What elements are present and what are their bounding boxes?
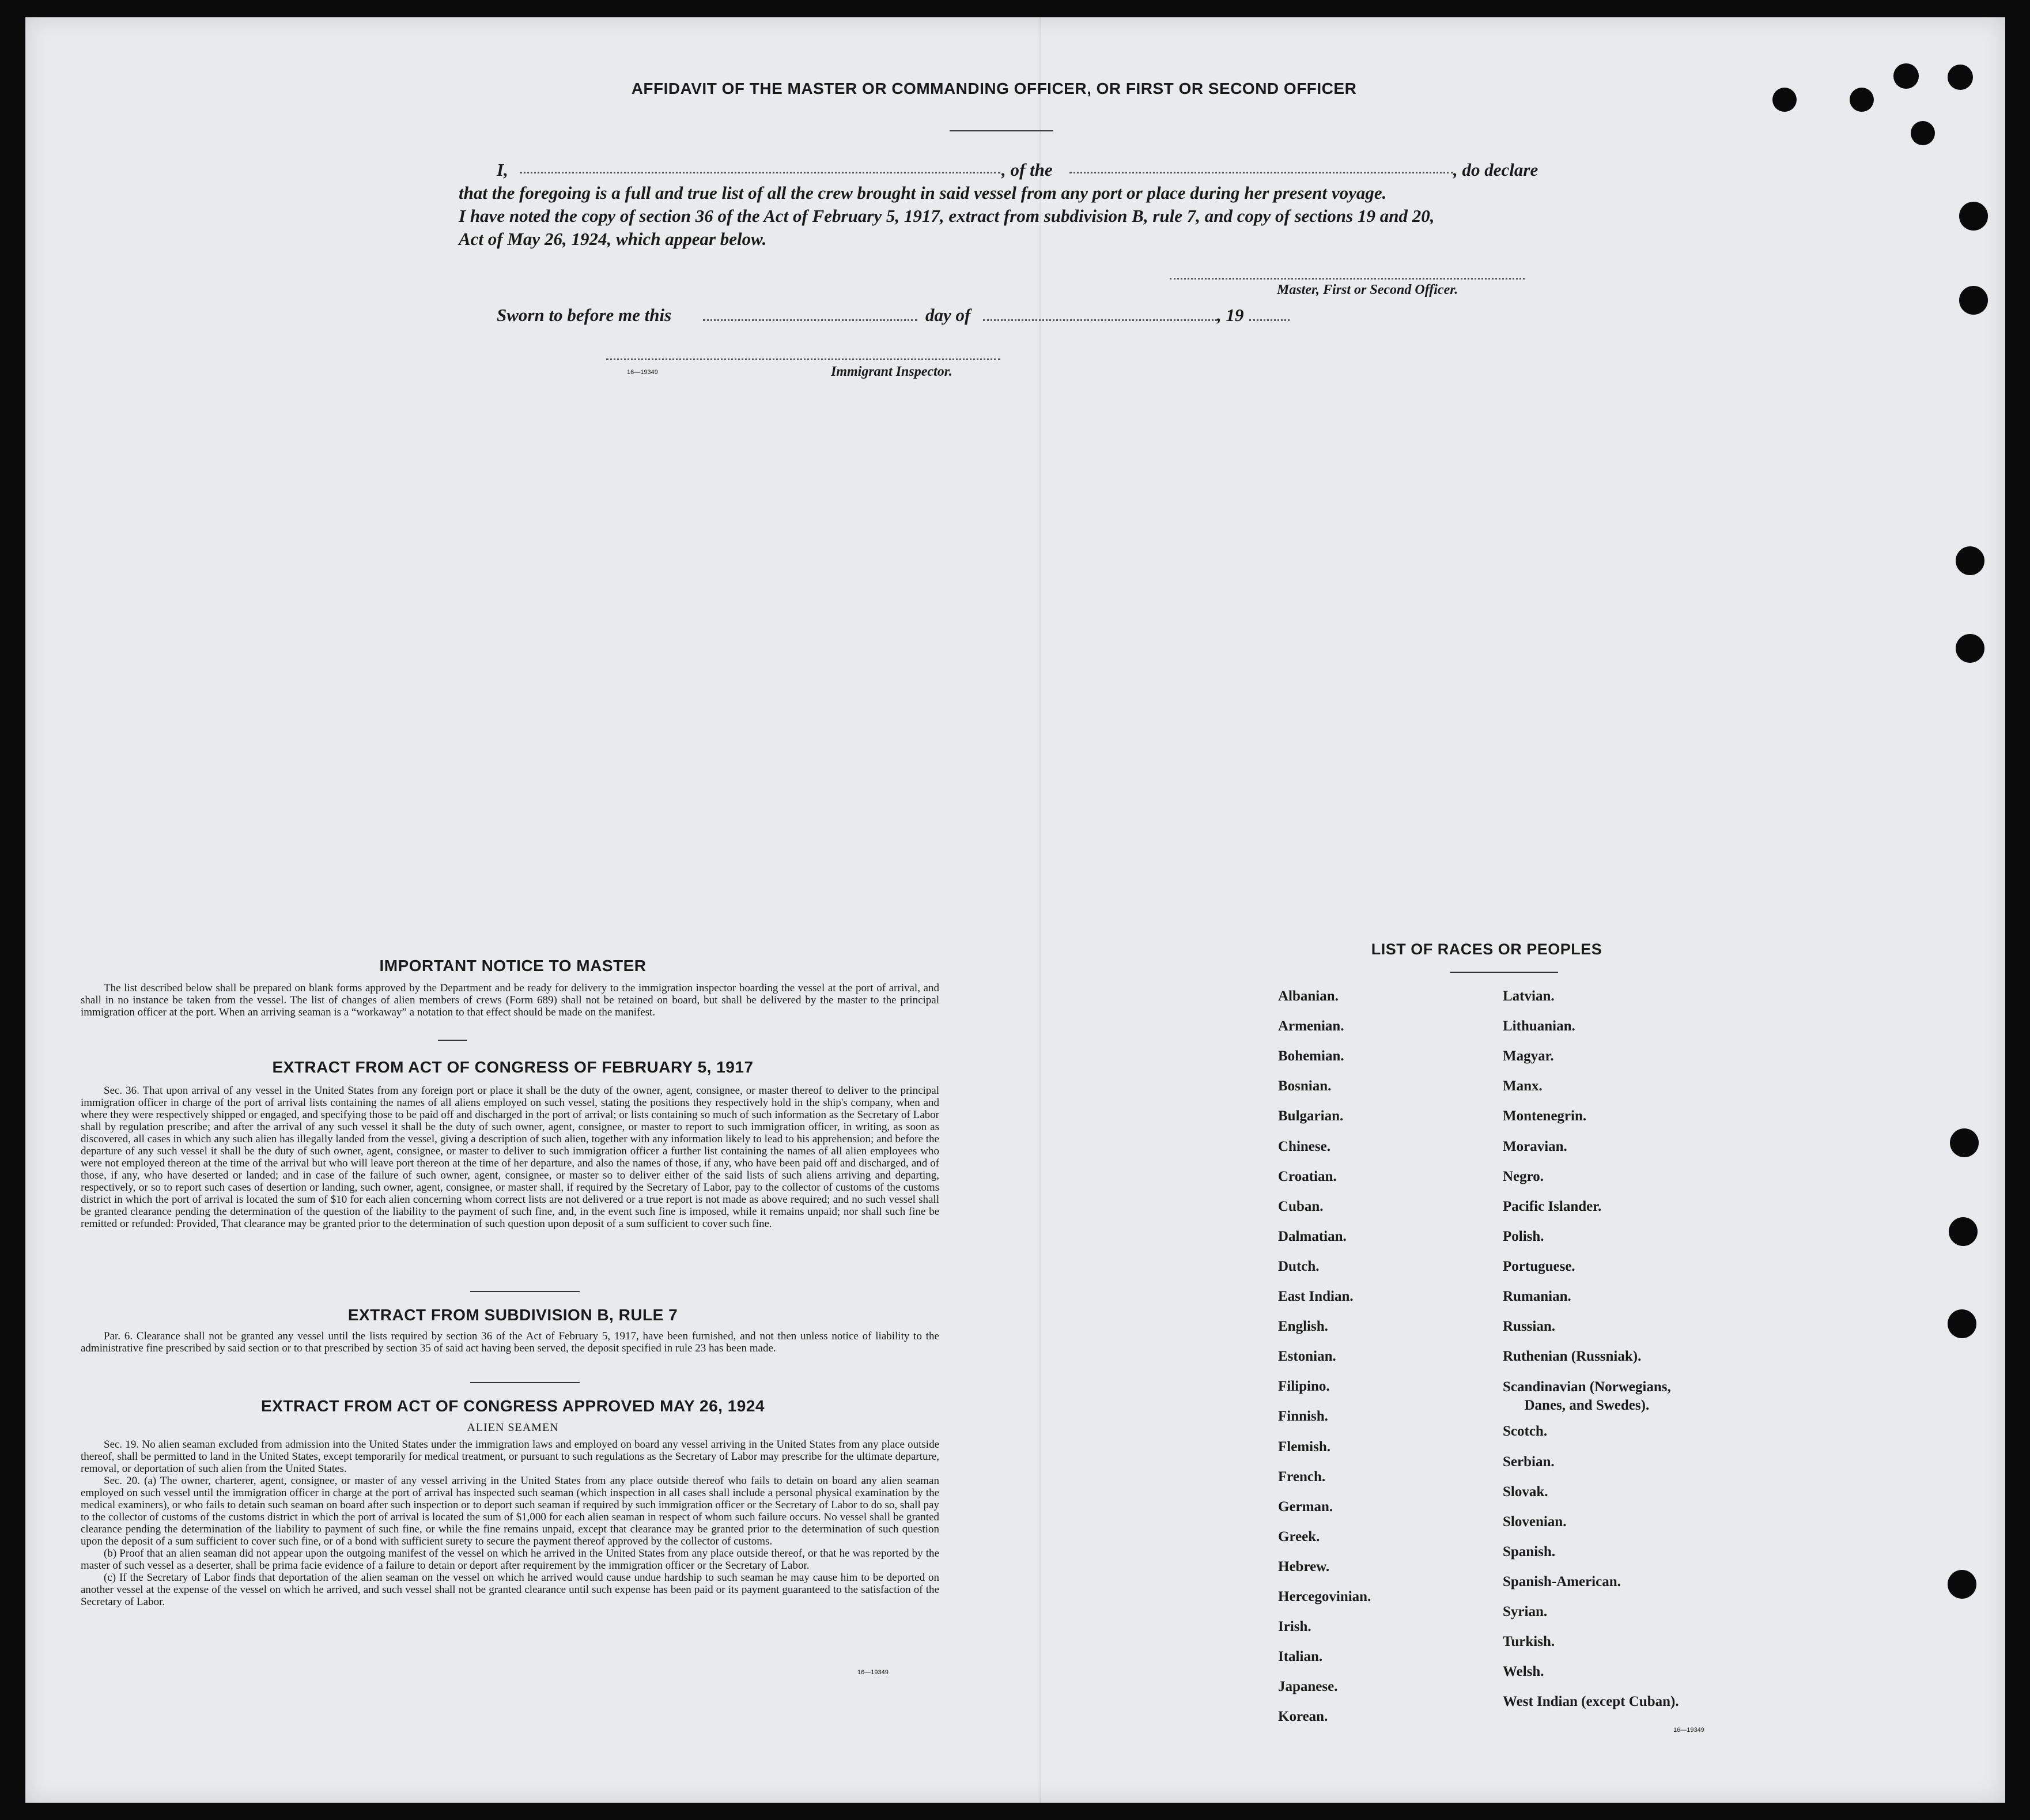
race-item: Spanish. xyxy=(1503,1543,1556,1560)
notice-title: IMPORTANT NOTICE TO MASTER xyxy=(379,957,647,975)
alien-seamen-subtitle: ALIEN SEAMEN xyxy=(467,1421,559,1434)
race-item: Slovak. xyxy=(1503,1483,1548,1500)
extract-1924-text xyxy=(81,1438,939,1608)
punch-hole xyxy=(1948,1309,1976,1338)
race-item: Manx. xyxy=(1503,1078,1543,1094)
race-item: Irish. xyxy=(1278,1619,1311,1635)
day-of-label: day of xyxy=(925,305,971,325)
affidavit-title: AFFIDAVIT OF THE MASTER OR COMMANDING OFFICER, OR FIRST OR SECOND OFFICER xyxy=(631,80,1357,97)
race-item: English. xyxy=(1278,1319,1328,1335)
race-item: Armenian. xyxy=(1278,1018,1344,1034)
race-item: Dalmatian. xyxy=(1278,1228,1347,1244)
punch-hole xyxy=(1959,202,1988,231)
race-item: Polish. xyxy=(1503,1228,1544,1244)
race-item: Lithuanian. xyxy=(1503,1018,1575,1034)
extract-1924-title: EXTRACT FROM ACT OF CONGRESS APPROVED MAY 26, 1924 xyxy=(261,1397,765,1415)
race-item: West Indian (except Cuban). xyxy=(1503,1694,1679,1710)
affidavit-line-2: that the foregoing is a full and true list of all the crew brought in said vessel from any port or place during her present voyage. xyxy=(459,183,1387,203)
race-item: Rumanian. xyxy=(1503,1289,1571,1304)
race-item: Croatian. xyxy=(1278,1168,1337,1184)
race-item: Bohemian. xyxy=(1278,1048,1344,1064)
race-item: Scandinavian (Norwegians, Danes, and Swedes). xyxy=(1503,1379,1671,1414)
punch-hole xyxy=(1959,286,1988,315)
punch-hole xyxy=(1850,88,1874,112)
notice-paragraph: The list described below shall be prepared on blank forms approved by the Department and be ready for delivery to the immigration inspector boarding the vessel at the port of arrival, and shall in no instance be taken from the vessel. The list of changes of alien members of crews (Form 689) shall not be retained on board, but shall be delivered by the master to the principal immigration officer at the port. When an arriving seaman is a “workaway” a notation to that effect should be made on the manifest. xyxy=(81,982,939,1018)
title-rule xyxy=(950,130,1053,131)
extract-1917-text xyxy=(81,1085,939,1230)
rule-7-title: EXTRACT FROM SUBDIVISION B, RULE 7 xyxy=(347,1306,678,1324)
punch-hole xyxy=(1956,546,1984,575)
master-signature-line[interactable] xyxy=(1170,278,1525,280)
form-number: 16—19349 xyxy=(627,369,658,376)
punch-hole xyxy=(1948,65,1973,90)
race-item: Estonian. xyxy=(1278,1349,1336,1365)
punch-hole xyxy=(1948,1570,1976,1599)
sec-20b-paragraph: (b) Proof that an alien seaman did not appear upon the outgoing manifest of the vessel on which he arrived in the United States from any place outside thereof, or that he was reported by the master of such vessel as a deserter, shall be prima facie evidence of a failure to detain or deport after requirement by the immigration officer or the Secretary of Labor. xyxy=(81,1547,939,1572)
name-blank[interactable] xyxy=(520,172,1000,173)
month-blank[interactable] xyxy=(983,319,1217,321)
affidavit-i-label: I, xyxy=(497,160,508,180)
affidavit-of-label: , of the xyxy=(1001,160,1053,180)
extract-1917-rule xyxy=(470,1291,580,1292)
race-item: Scotch. xyxy=(1503,1423,1548,1440)
race-item: Spanish-American. xyxy=(1503,1573,1621,1589)
race-item: Japanese. xyxy=(1278,1679,1338,1695)
center-fold xyxy=(1039,17,1041,1803)
inspector-label: Immigrant Inspector. xyxy=(831,364,952,379)
race-item: Moravian. xyxy=(1503,1138,1567,1154)
race-item: Russian. xyxy=(1503,1319,1556,1335)
races-title: LIST OF RACES OR PEOPLES xyxy=(1371,941,1602,958)
year-blank[interactable] xyxy=(1249,319,1290,321)
race-item: Dutch. xyxy=(1278,1258,1320,1274)
races-rule xyxy=(1450,972,1558,973)
sec-20a-paragraph: Sec. 20. (a) The owner, charterer, agent, consignee, or master of any vessel arriving in the United States from any place outside thereof who fails to detain on board any alien seaman employed on such vessel until the immigration officer in charge at the port of arrival has inspected such seaman (which inspection in all cases shall include a personal physical examination by the medical examiners), or who fails to detain such seaman on board after such inspection or to deport such seaman if required by such immigration officer or the Secretary of Labor to do so, shall pay to the collector of customs of the customs district in which the port of arrival is located the sum of $1,000 for each alien seaman in respect of whom such failure occurs. No vessel shall be granted clearance pending the determination of the liability to payment of such fine, or while the fine remains unpaid, except that clearance may be granted prior to the determination of such question upon the deposit of a sum sufficient to cover such fine, or of a bond with sufficient surety to secure the payment thereof approved by the collector of customs. xyxy=(81,1475,939,1547)
race-item: French. xyxy=(1278,1468,1326,1485)
vessel-blank[interactable] xyxy=(1069,172,1453,173)
race-item: Montenegrin. xyxy=(1503,1108,1587,1124)
race-item: Welsh. xyxy=(1503,1664,1544,1680)
race-item: Bulgarian. xyxy=(1278,1108,1344,1124)
punch-hole xyxy=(1772,88,1797,112)
race-item: Ruthenian (Russniak). xyxy=(1503,1349,1642,1365)
race-item: Finnish. xyxy=(1278,1409,1328,1425)
punch-hole xyxy=(1949,1217,1978,1246)
race-item: Greek. xyxy=(1278,1528,1320,1545)
affidavit-line-4: Act of May 26, 1924, which appear below. xyxy=(459,229,767,249)
rule-7-rule xyxy=(470,1382,580,1383)
punch-hole xyxy=(1956,634,1984,663)
race-item: Italian. xyxy=(1278,1649,1323,1665)
punch-hole xyxy=(1893,63,1919,89)
race-item: Korean. xyxy=(1278,1709,1328,1725)
affidavit-declare-label: , do declare xyxy=(1453,160,1538,180)
race-item: Flemish. xyxy=(1278,1438,1330,1455)
notice-rule xyxy=(438,1040,467,1041)
race-item: Portuguese. xyxy=(1503,1258,1575,1274)
race-item: Serbian. xyxy=(1503,1453,1555,1470)
par-6-paragraph: Par. 6. Clearance shall not be granted any vessel until the lists required by section 36 of the Act of February 5, 1917, have been furnished, and not then unless notice of liability to the administrative fine prescribed by said section or to that prescribed by section 35 of said act having been served, the deposit specified in rule 23 has been made. xyxy=(81,1330,939,1354)
race-item: Cuban. xyxy=(1278,1198,1324,1214)
race-item: East Indian. xyxy=(1278,1289,1354,1304)
notice-text xyxy=(81,982,939,1018)
race-item: Filipino. xyxy=(1278,1379,1330,1395)
punch-hole xyxy=(1950,1128,1979,1157)
race-item: Hercegovinian. xyxy=(1278,1589,1371,1604)
race-item: Syrian. xyxy=(1503,1604,1548,1619)
race-item: Turkish. xyxy=(1503,1634,1555,1650)
form-number: 16—19349 xyxy=(1673,1727,1704,1734)
inspector-signature-line[interactable] xyxy=(606,358,1000,360)
extract-1917-title: EXTRACT FROM ACT OF CONGRESS OF FEBRUARY 5, 1917 xyxy=(272,1058,754,1076)
race-item: German. xyxy=(1278,1498,1333,1515)
race-item: Negro. xyxy=(1503,1168,1544,1184)
race-item: Latvian. xyxy=(1503,988,1555,1004)
race-item: Bosnian. xyxy=(1278,1078,1332,1094)
rule-7-text xyxy=(81,1330,939,1354)
race-item: Slovenian. xyxy=(1503,1513,1567,1530)
form-number: 16—19349 xyxy=(857,1669,889,1676)
sec-36-paragraph: Sec. 36. That upon arrival of any vessel in the United States from any foreign port or place it shall be the duty of the owner, agent, consignee, or master thereof to deliver to the principal immigration officer in charge of the port of arrival lists containing the names of all aliens employed on such vessel, stating the positions they respectively hold in the ship's company, when and where they were respectively shipped or engaged, and specifying those to be paid off and discharged in the port of arrival; or lists containing so much of such information as the Secretary of Labor shall by regulation prescribe; and after the arrival of any such vessel it shall be the duty of such owner, agent, consignee, or master to report to such immigration officer, in writing, as soon as discovered, all cases in which any such alien has illegally landed from the vessel, giving a description of such alien, together with any information likely to lead to his apprehension; and before the departure of any such vessel it shall be the duty of such owner, agent, consignee, or master to deliver to such immigration officer a further list containing the names of all alien employees who were not employed thereon at the time of the arrival but who will leave port thereon at the time of her departure, and also the names of those, if any, who have been paid off and discharged, and of those, if any, who have deserted or landed; and in case of the failure of such owner, agent, consignee, or master so to deliver either of the said lists of such aliens arriving and departing, respectively, or so to report such cases of desertion or landing, such owner, agent, consignee, or master shall, if required by the Secretary of Labor, pay to the collector of customs of the customs district in which the port of arrival is located the sum of $10 for each alien concerning whom correct lists are not delivered or a true report is not made as above required; and no such vessel shall be granted clearance pending the determination of the question of the liability to the payment of such fine, and, in the event such fine is imposed, while it remains unpaid; nor shall such fine be remitted or refunded: Provided, That clearance may be granted prior to the determination of such question upon deposit of a sum sufficient to cover such fine. xyxy=(81,1085,939,1230)
sec-20c-paragraph: (c) If the Secretary of Labor finds that deportation of the alien seaman on the vessel on which he arrived would cause undue hardship to such seaman he may cause him to be deported on another vessel at the expense of the vessel on which he arrived, and such vessel shall not be granted clearance until such expense has been paid or its payment guaranteed to the satisfaction of the Secretary of Labor. xyxy=(81,1572,939,1608)
sworn-label: Sworn to before me this xyxy=(497,305,672,325)
sworn-day-blank[interactable] xyxy=(703,319,917,321)
punch-hole xyxy=(1911,121,1935,145)
year-label: , 19 xyxy=(1217,305,1244,325)
race-item: Pacific Islander. xyxy=(1503,1198,1602,1214)
race-item: Hebrew. xyxy=(1278,1558,1330,1574)
race-item: Magyar. xyxy=(1503,1048,1554,1064)
sec-19-paragraph: Sec. 19. No alien seaman excluded from admission into the United States under the immigration laws and employed on board any vessel arriving in the United States from any place outside thereof, shall be permitted to land in the United States, except temporarily for medical treatment, or pursuant to such regulations as the Secretary of Labor may prescribe for the ultimate departure, removal, or deportation of such alien from the United States. xyxy=(81,1438,939,1475)
race-item: Albanian. xyxy=(1278,988,1339,1004)
affidavit-line-3: I have noted the copy of section 36 of the Act of February 5, 1917, extract from subdivision B, rule 7, and copy of sections 19 and 20, xyxy=(459,206,1435,226)
race-item: Chinese. xyxy=(1278,1138,1330,1154)
master-label: Master, First or Second Officer. xyxy=(1277,282,1458,297)
